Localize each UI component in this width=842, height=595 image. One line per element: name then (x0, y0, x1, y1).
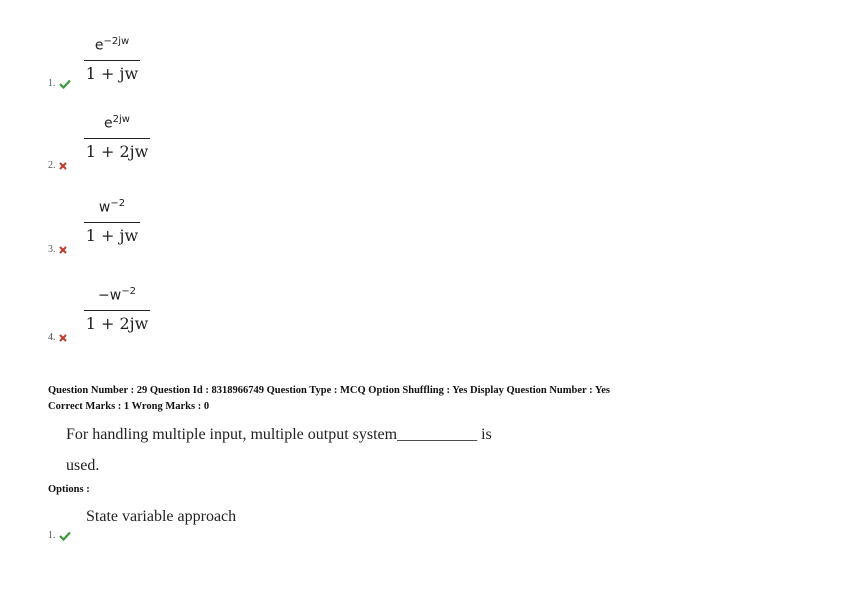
cross-icon (59, 244, 67, 255)
option-1-formula (84, 34, 140, 83)
options-label: Options : (48, 484, 90, 495)
option-3-number-row (48, 244, 67, 255)
cross-icon (59, 160, 67, 171)
option-4-formula (84, 284, 150, 333)
answer-option-1-text: State variable approach (86, 508, 237, 525)
option-3-num-base: w (98, 199, 111, 216)
option-4-number-row (48, 332, 67, 343)
cross-icon (59, 332, 67, 343)
question-text-line2: used. (66, 457, 100, 474)
question-meta-line2: Correct Marks : 1 Wrong Marks : 0 (48, 401, 210, 412)
option-3-num-sup: −2 (110, 198, 126, 209)
fraction-bar (84, 222, 140, 223)
option-1-num-base: e (94, 37, 104, 54)
fraction-bar (84, 138, 150, 139)
option-3-formula (84, 196, 140, 245)
check-icon (59, 78, 71, 89)
option-4-num-sup: −2 (121, 286, 136, 297)
question-text-line1: For handling multiple input, multiple output system__________ is (66, 426, 492, 443)
fraction-bar (84, 60, 140, 61)
fraction-bar (84, 310, 150, 311)
option-3-number: 3. (48, 244, 56, 255)
option-1-number: 1. (48, 78, 56, 89)
answer-option-1-number-row (48, 530, 71, 541)
option-2-num-sup: 2jw (112, 114, 130, 125)
option-1-denominator: 1 + jw (85, 63, 139, 83)
option-2-number-row (48, 160, 67, 171)
answer-option-1-number: 1. (48, 530, 56, 541)
option-1-number-row (48, 78, 71, 89)
option-2-number: 2. (48, 160, 56, 171)
option-1-num-sup: −2jw (103, 36, 130, 47)
option-4-num-base: −w (98, 287, 122, 304)
option-3-denominator: 1 + jw (85, 225, 139, 245)
check-icon (59, 530, 71, 541)
option-2-num-base: e (104, 115, 113, 132)
option-4-denominator: 1 + 2jw (85, 313, 149, 333)
option-2-denominator: 1 + 2jw (85, 141, 149, 161)
option-4-number: 4. (48, 332, 56, 343)
question-meta-line1: Question Number : 29 Question Id : 8318966749 Question Type : MCQ Option Shuffling : Yes Display Question Number : Yes (48, 385, 611, 396)
option-2-formula (84, 112, 150, 161)
